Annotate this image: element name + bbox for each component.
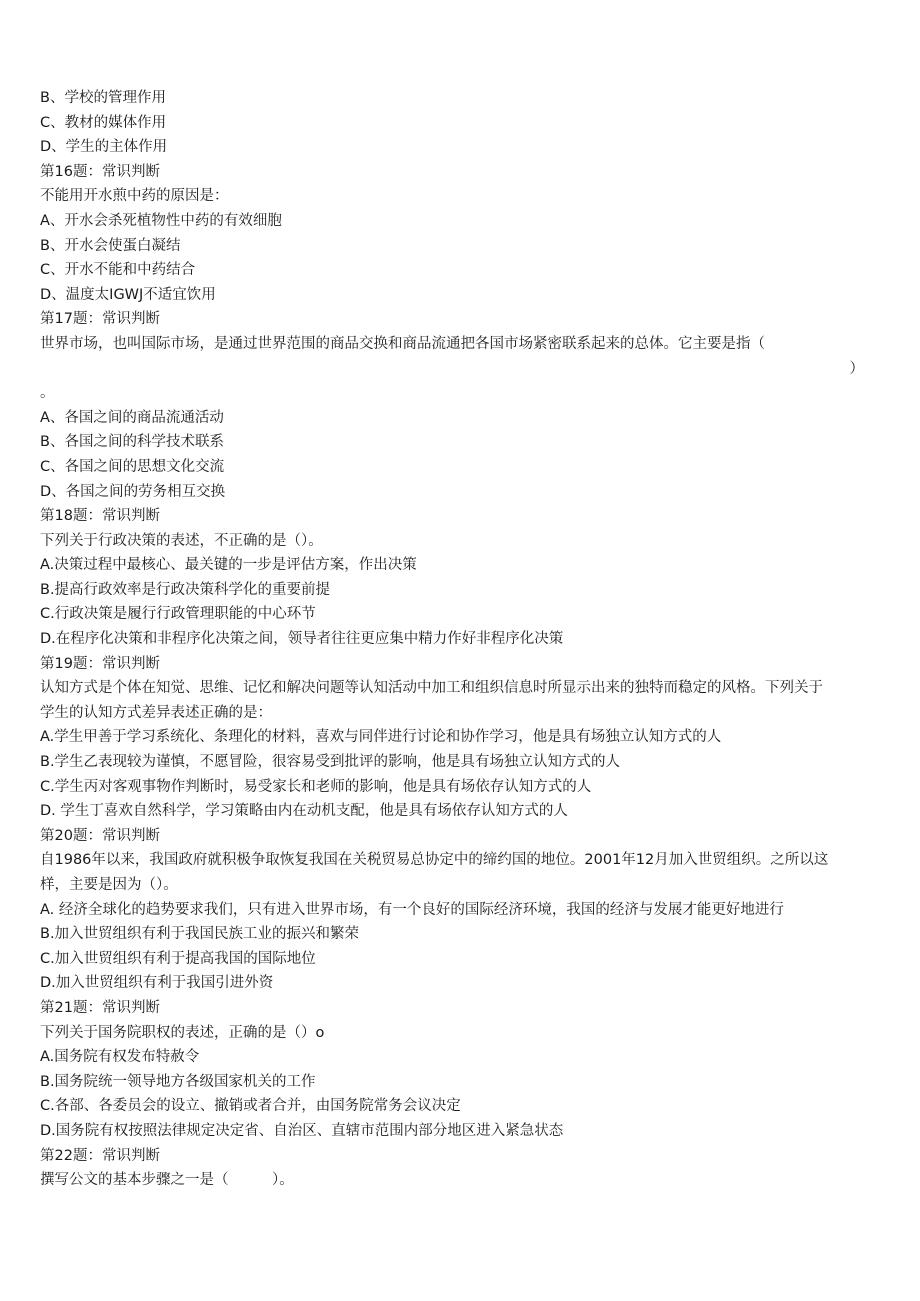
text-line: B.提高行政效率是行政决策科学化的重要前提 [40, 581, 331, 598]
text-line: C、教材的媒体作用 [40, 114, 167, 131]
text-line: B.加入世贸组织有利于我国民族工业的振兴和繁荣 [40, 926, 360, 943]
text-line: 自1986年以来，我国政府就积极争取恢复我国在关税贸易总协定中的缔约国的地位。2001年12月加入世贸组织。之所以这 [40, 852, 829, 869]
text-line: A.决策过程中最核心、最关键的一步是评估方案，作出决策 [40, 557, 417, 574]
text-line: D、温度太IGWJ不适宜饮用 [40, 286, 216, 303]
text-line: 第22题：常识判断 [40, 1147, 160, 1164]
text-line: D、各国之间的劳务相互交换 [40, 483, 226, 500]
text-line: B、学校的管理作用 [40, 90, 166, 106]
text-line: D. 学生丁喜欢自然科学，学习策略由内在动机支配，他是具有场依存认知方式的人 [40, 803, 568, 820]
document-body [40, 86, 880, 1193]
text-line: 第16题：常识判断 [40, 163, 160, 180]
text-line: D、学生的主体作用 [40, 139, 168, 156]
text-line: 学生的认知方式差异表述正确的是： [40, 704, 272, 721]
text-line: B.学生乙表现较为谨慎，不愿冒险，很容易受到批评的影响，他是具有场独立认知方式的人 [40, 754, 621, 771]
text-line: C、各国之间的思想文化交流 [40, 458, 225, 475]
text-line: C.行政决策是履行行政管理职能的中心环节 [40, 606, 316, 623]
text-line: 样，主要是因为（）。 [40, 877, 178, 893]
text-line: C.各部、各委员会的设立、撤销或者合并，由国务院常务会议决定 [40, 1098, 461, 1115]
text-line: A.学生甲善于学习系统化、条理化的材料，喜欢与同伴进行讨论和协作学习，他是具有场独立认知方式的人 [40, 729, 722, 746]
text-line: B、各国之间的科学技术联系 [40, 434, 224, 451]
text-line: C.学生丙对客观事物作判断时，易受家长和老师的影响，他是具有场依存认知方式的人 [40, 778, 592, 795]
text-line: 下列关于国务院职权的表述，正确的是（）o [40, 1024, 325, 1041]
text-line: B.国务院统一领导地方各级国家机关的工作 [40, 1073, 316, 1090]
text-line: A、各国之间的商品流通活动 [40, 409, 224, 426]
text-line: A、开水会杀死植物性中药的有效细胞 [40, 212, 282, 229]
text-line: 第20题：常识判断 [40, 827, 160, 844]
text-line: 不能用开水煎中药的原因是： [40, 188, 229, 205]
text-line: D.加入世贸组织有利于我国引进外资 [40, 975, 274, 992]
text-line: C、开水不能和中药结合 [40, 262, 196, 279]
text-line: 撰写公文的基本步骤之一是（ ）。 [40, 1172, 294, 1189]
text-line: 。 [40, 385, 55, 402]
text-line: 第19题：常识判断 [40, 655, 160, 672]
text-line: D.在程序化决策和非程序化决策之间，领导者往往更应集中精力作好非程序化决策 [40, 631, 564, 648]
text-line: B、开水会使蛋白凝结 [40, 237, 181, 254]
text-line: ） [849, 360, 864, 377]
text-line: 世界市场，也叫国际市场，是通过世界范围的商品交换和商品流通把各国市场紧密联系起来的总体。它主要是指（ [40, 335, 765, 352]
text-line: 第17题：常识判断 [40, 311, 160, 328]
text-line: 下列关于行政决策的表述，不正确的是（）。 [40, 532, 323, 549]
text-line: 第18题：常识判断 [40, 508, 160, 525]
text-line: 第21题：常识判断 [40, 999, 160, 1016]
text-line: C.加入世贸组织有利于提高我国的国际地位 [40, 950, 316, 967]
text-line: A. 经济全球化的趋势要求我们，只有进入世界市场，有一个良好的国际经济环境，我国的经济与发展才能更好地进行 [40, 901, 784, 918]
text-line: 认知方式是个体在知觉、思维、记忆和解决问题等认知活动中加工和组织信息时所显示出来的独特而稳定的风格。下列关于 [40, 680, 823, 697]
text-line: A.国务院有权发布特赦令 [40, 1049, 200, 1066]
text-line: D.国务院有权按照法律规定决定省、自治区、直辖市范围内部分地区进入紧急状态 [40, 1122, 564, 1139]
